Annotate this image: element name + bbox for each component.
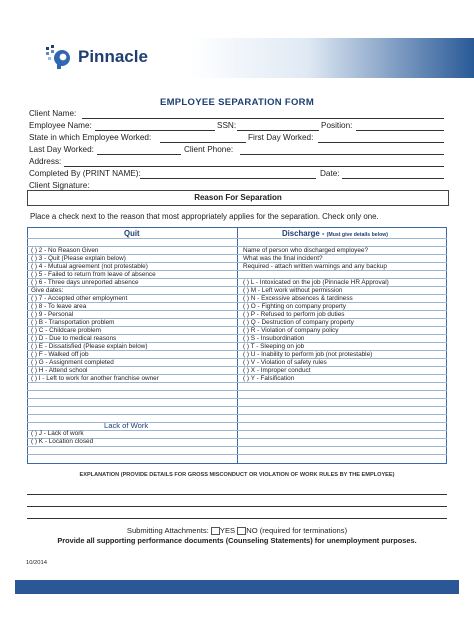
revision-date: 10/2014 bbox=[26, 560, 47, 566]
explanation-label: EXPLANATION (PROVIDE DETAILS FOR GROSS MISCONDUCT OR VIOLATION OF WORK RULES BY THE EMPLOYEE) bbox=[79, 472, 395, 478]
quit-reason-item: Give dates: bbox=[31, 287, 64, 294]
submitting-label: Submitting Attachments: bbox=[126, 526, 209, 535]
discharge-subtitle: (Must give details below) bbox=[326, 232, 389, 238]
pinnacle-logo-icon bbox=[44, 43, 74, 71]
quit-reason-item[interactable]: ( ) 3 - Quit (Please explain below) bbox=[31, 255, 126, 262]
discharge-title: Discharge - bbox=[282, 229, 325, 238]
discharge-reason-item: What was the final incident? bbox=[243, 255, 323, 262]
discharge-reason-item: Required - attach written warnings and any backup bbox=[243, 263, 387, 270]
table-row-line bbox=[27, 238, 447, 239]
state-worked-label: State in which Employee Worked: bbox=[29, 133, 152, 142]
discharge-reason-item[interactable]: ( ) O - Fighting on company property bbox=[243, 303, 347, 310]
table-row-line bbox=[27, 422, 447, 423]
quit-reason-item[interactable]: ( ) C - Childcare problem bbox=[31, 327, 101, 334]
quit-reason-item[interactable]: ( ) B - Transportation problem bbox=[31, 319, 115, 326]
completed-by-field[interactable] bbox=[140, 178, 316, 179]
table-row-line bbox=[27, 390, 447, 391]
last-day-label: Last Day Worked: bbox=[29, 145, 94, 154]
yes-label: YES bbox=[219, 526, 236, 535]
first-day-field[interactable] bbox=[318, 142, 444, 143]
discharge-reason-item[interactable]: ( ) T - Sleeping on job bbox=[243, 343, 305, 350]
quit-reason-item[interactable]: ( ) 8 - To leave area bbox=[31, 303, 87, 310]
discharge-reason-item[interactable]: ( ) N - Excessive absences & tardiness bbox=[243, 295, 353, 302]
quit-reason-item[interactable]: ( ) E - Dissatisfied (Please explain below) bbox=[31, 343, 148, 350]
employee-name-label: Employee Name: bbox=[29, 121, 92, 130]
client-phone-field[interactable] bbox=[240, 154, 444, 155]
instruction-text: Place a check next to the reason that most appropriately applies for the separation. Check only one. bbox=[30, 212, 379, 221]
table-row-line bbox=[27, 406, 447, 407]
position-field[interactable] bbox=[356, 130, 444, 131]
discharge-reason-item[interactable]: ( ) L - Intoxicated on the job (Pinnacle HR Approval) bbox=[243, 279, 389, 286]
explanation-line-1[interactable] bbox=[27, 494, 447, 495]
discharge-reason-item[interactable]: ( ) U - Inability to perform job (not protestable) bbox=[243, 351, 373, 358]
quit-reason-item[interactable]: ( ) 4 - Mutual agreement (not protestable) bbox=[31, 263, 148, 270]
table-row-line bbox=[27, 446, 447, 447]
lack-of-work-header: Lack of Work bbox=[104, 421, 149, 430]
table-row-line bbox=[27, 454, 447, 455]
ssn-field[interactable] bbox=[237, 130, 319, 131]
lack-of-work-item[interactable]: ( ) K - Location closed bbox=[31, 438, 94, 445]
table-row-line bbox=[27, 414, 447, 415]
address-label: Address: bbox=[29, 157, 62, 166]
completed-by-label: Completed By (PRINT NAME): bbox=[29, 169, 141, 178]
date-label: Date: bbox=[320, 169, 340, 178]
discharge-reason-item[interactable]: ( ) P - Refused to perform job duties bbox=[243, 311, 345, 318]
discharge-header bbox=[282, 229, 388, 238]
explanation-line-2[interactable] bbox=[27, 506, 447, 507]
yes-checkbox[interactable] bbox=[211, 527, 220, 535]
no-label: NO (required for terminations) bbox=[246, 526, 348, 535]
discharge-reason-item[interactable]: ( ) R - Violation of company policy bbox=[243, 327, 339, 334]
brand-name: Pinnacle bbox=[78, 47, 148, 66]
discharge-reason-item[interactable]: ( ) V - Violation of safety rules bbox=[243, 359, 327, 366]
quit-reason-item[interactable]: ( ) 2 - No Reason Given bbox=[31, 247, 99, 254]
quit-reason-item[interactable]: ( ) F - Walked off job bbox=[31, 351, 89, 358]
first-day-label: First Day Worked: bbox=[248, 133, 314, 142]
client-name-label: Client Name: bbox=[29, 109, 77, 118]
employee-name-field[interactable] bbox=[95, 130, 215, 131]
state-worked-field[interactable] bbox=[160, 142, 246, 143]
table-row-line bbox=[27, 430, 447, 431]
submitting-attachments bbox=[0, 526, 474, 535]
quit-reason-item[interactable]: ( ) G - Assignment completed bbox=[31, 359, 114, 366]
provide-documents-note: Provide all supporting performance documents (Counseling Statements) for unemployment purposes. bbox=[57, 536, 417, 545]
explanation-line-3[interactable] bbox=[27, 518, 447, 519]
quit-reason-item[interactable]: ( ) I - Left to work for another franchise owner bbox=[31, 375, 159, 382]
discharge-reason-item: Name of person who discharged employee? bbox=[243, 247, 369, 254]
address-field[interactable] bbox=[64, 166, 444, 167]
client-phone-label: Client Phone: bbox=[184, 145, 234, 154]
discharge-reason-item[interactable]: ( ) S - Insubordination bbox=[243, 335, 305, 342]
ssn-label: SSN: bbox=[217, 121, 237, 130]
discharge-reason-item[interactable]: ( ) Q - Destruction of company property bbox=[243, 319, 354, 326]
quit-reason-item[interactable]: ( ) 9 - Personal bbox=[31, 311, 74, 318]
client-signature-label: Client Signature: bbox=[29, 181, 90, 190]
footer-band bbox=[15, 580, 459, 594]
quit-reason-item[interactable]: ( ) 7 - Accepted other employment bbox=[31, 295, 128, 302]
form-title: EMPLOYEE SEPARATION FORM bbox=[159, 97, 315, 108]
quit-reason-item[interactable]: ( ) H - Attend school bbox=[31, 367, 88, 374]
quit-header: Quit bbox=[124, 229, 140, 238]
quit-reason-item[interactable]: ( ) 5 - Failed to return from leave of absence bbox=[31, 271, 156, 278]
quit-reason-item[interactable]: ( ) 6 - Three days unreported absence bbox=[31, 279, 139, 286]
position-label: Position: bbox=[321, 121, 353, 130]
no-checkbox[interactable] bbox=[237, 527, 246, 535]
last-day-field[interactable] bbox=[97, 154, 181, 155]
lack-of-work-item[interactable]: ( ) J - Lack of work bbox=[31, 430, 84, 437]
discharge-reason-item[interactable]: ( ) X - Improper conduct bbox=[243, 367, 311, 374]
client-name-field[interactable] bbox=[82, 118, 444, 119]
date-field[interactable] bbox=[342, 178, 444, 179]
reason-header: Reason For Separation bbox=[27, 190, 449, 206]
quit-reason-item[interactable]: ( ) D - Due to medical reasons bbox=[31, 335, 117, 342]
table-row-line bbox=[27, 310, 447, 311]
table-row-line bbox=[27, 398, 447, 399]
discharge-reason-item[interactable]: ( ) M - Left work without permission bbox=[243, 287, 343, 294]
discharge-reason-item[interactable]: ( ) Y - Falsification bbox=[243, 375, 295, 382]
